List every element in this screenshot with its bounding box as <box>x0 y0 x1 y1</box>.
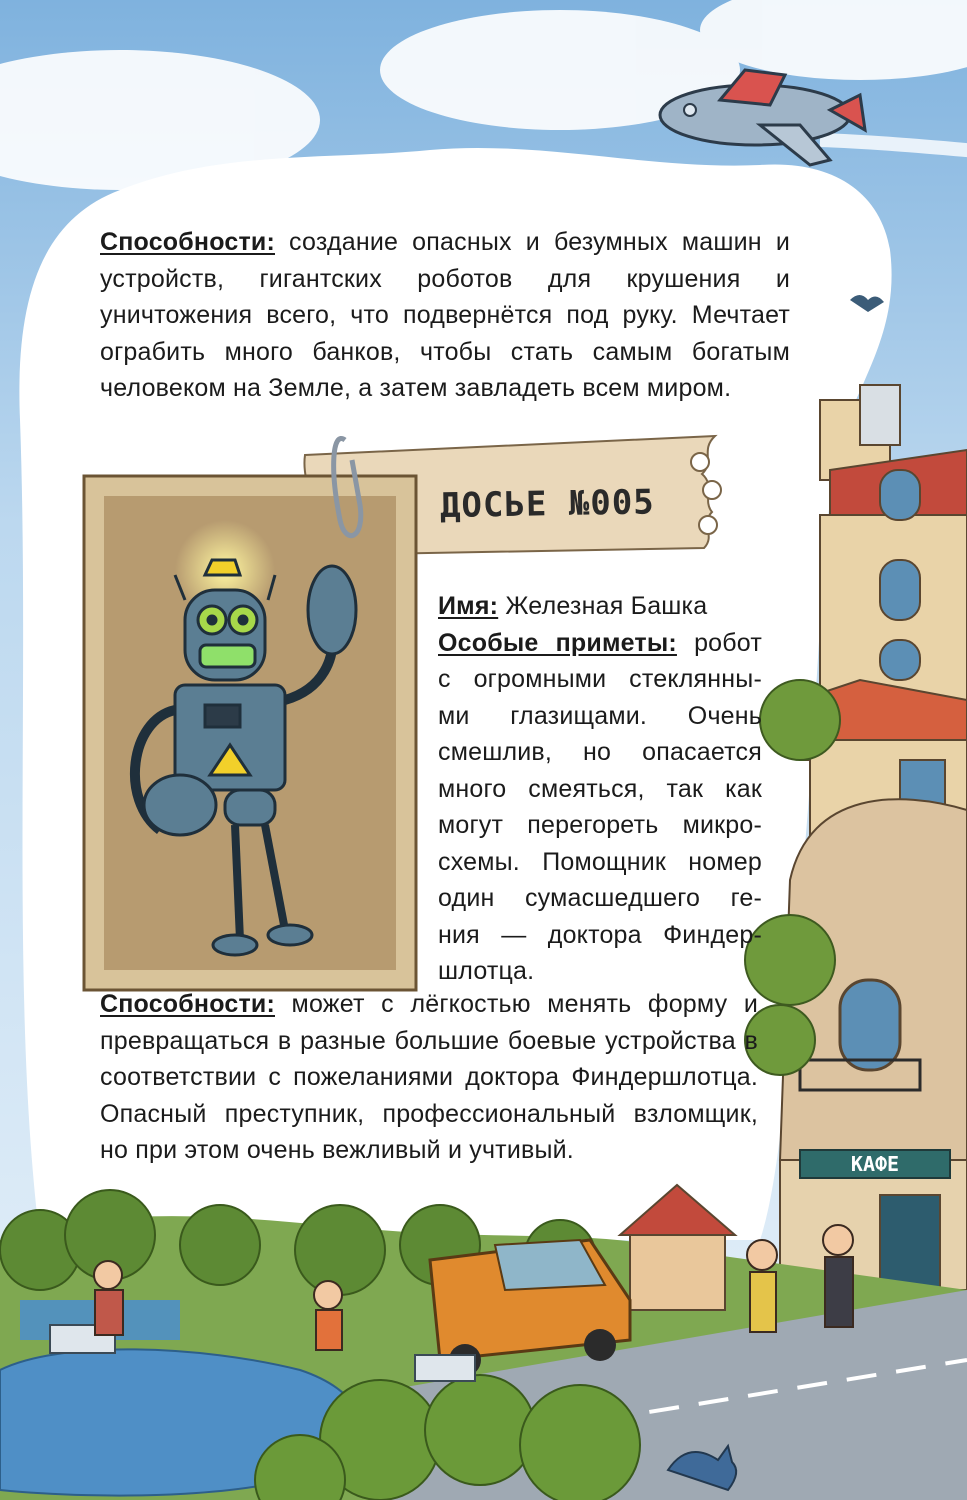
features-line: робот <box>694 628 762 657</box>
features-line: схемы. Помощник номер <box>438 847 762 876</box>
features-line: с огромными стеклянны- <box>438 665 762 693</box>
features-line: много смеяться, так как <box>438 774 762 803</box>
features-line: ми глазищами. Очень <box>438 701 762 730</box>
features-label: Особые приметы: <box>438 628 677 657</box>
abilities-label: Способности: <box>100 990 275 1018</box>
abilities-text: может с лёгкостью менять форму и превращаться в разные большие боевые устройства в соответствии с пожеланиями доктора Финдершлотца. Опасный преступник, профессиональный взломщик, но при этом очень вежливый и учтивый. <box>100 990 758 1164</box>
features-line: шлотца. <box>438 957 535 985</box>
dossier-details <box>438 588 762 990</box>
features-line: смешлив, но опасается <box>438 738 762 766</box>
name-value: Железная Башка <box>498 592 708 620</box>
name-label: Имя: <box>438 592 499 620</box>
dossier-title: ДОСЬЕ №005 <box>439 482 656 527</box>
abilities-paragraph-bottom <box>100 986 758 1169</box>
abilities-label: Способности: <box>100 228 275 256</box>
abilities-paragraph-top <box>100 224 790 407</box>
abilities-text: создание опасных и безумных машин и устройств, гигантских роботов для крушения и уничтожения всего, что подвернётся под руку. Мечтает ограбить много банков, чтобы стать самым богатым человеком на Земле, а затем завладеть всем миром. <box>100 228 790 402</box>
robot-photo <box>84 438 416 990</box>
features-line: могут перегореть микро- <box>438 811 762 839</box>
features-line: ния — доктора Финдер- <box>438 920 762 949</box>
cafe-sign-text: КАФЕ <box>850 1152 900 1176</box>
features-line: один сумасшедшего ге- <box>438 884 762 912</box>
